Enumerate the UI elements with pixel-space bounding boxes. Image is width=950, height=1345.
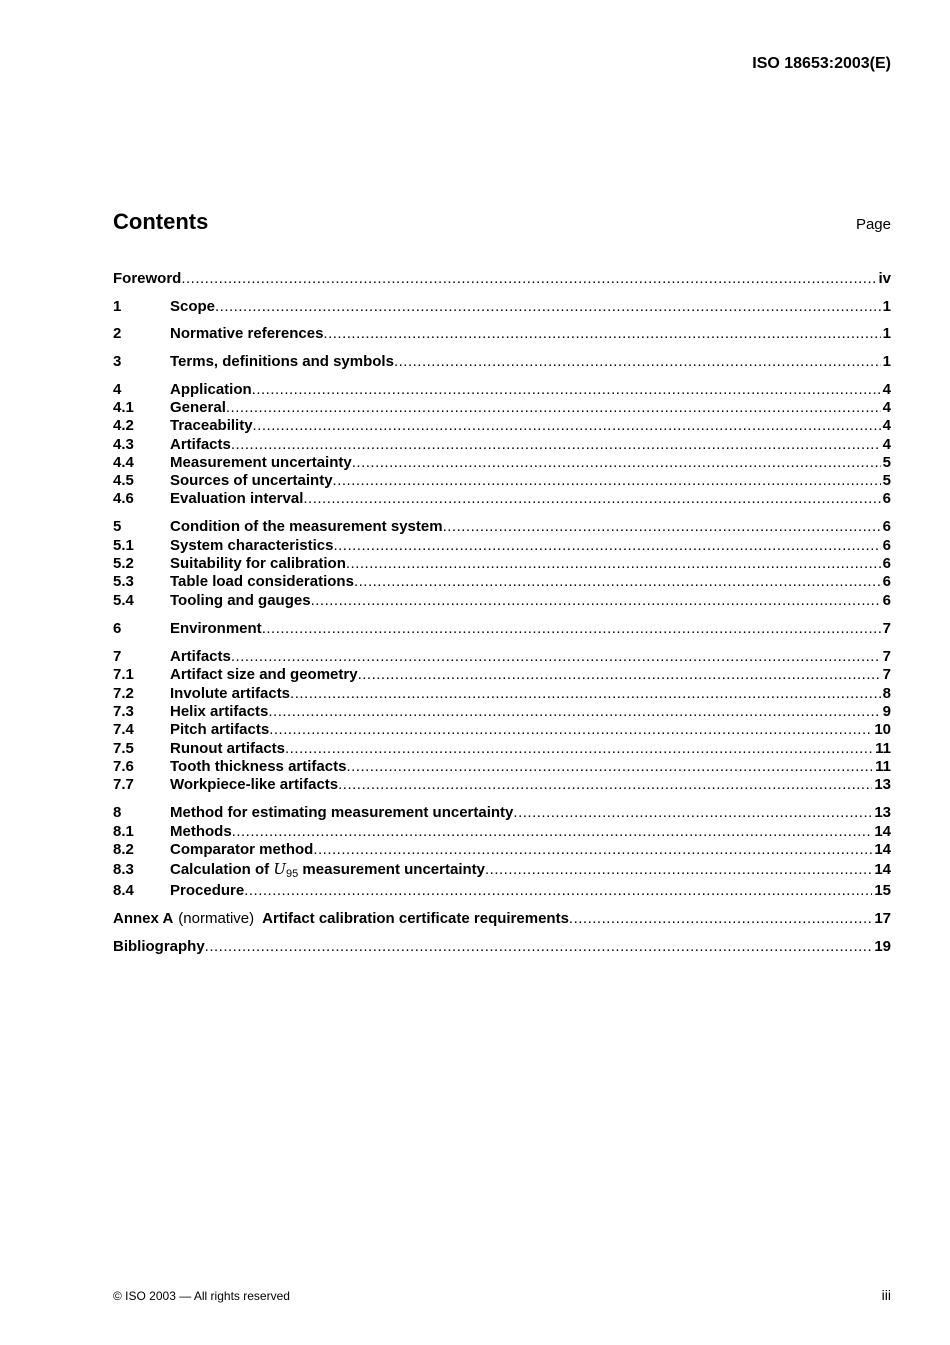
page-number: iii [881,1287,891,1303]
toc-entry-annex-label: Annex A [113,910,174,927]
toc-entry-number: 7.1 [113,666,134,683]
toc-entry[interactable] [113,325,891,343]
toc-leader-dots [569,910,872,928]
toc-leader-dots [215,298,881,316]
toc-entry[interactable] [113,353,891,371]
toc-entry-title: Traceability [170,417,253,434]
toc-leader-dots [231,648,881,666]
toc-entry[interactable] [113,399,891,417]
toc-entry-page: 6 [882,555,891,572]
toc-leader-dots [346,555,881,573]
toc-leader-dots [269,721,872,739]
toc-entry-number: 7.7 [113,776,134,793]
toc-entry-title: Application [170,381,252,398]
toc-entry-number: 7.4 [113,721,134,738]
toc-leader-dots [311,592,881,610]
toc-entry-title: Suitability for calibration [170,555,346,572]
toc-leader-dots [358,666,881,684]
toc-entry-page: 14 [874,861,891,878]
toc-leader-dots [303,490,880,508]
toc-entry-number: 4.3 [113,436,134,453]
toc-entry-page: 1 [882,325,891,342]
toc-entry-page: 7 [882,648,891,665]
toc-entry-title: Terms, definitions and symbols [170,353,394,370]
toc-entry[interactable] [113,841,891,859]
toc-entry-foreword[interactable] [113,270,891,288]
toc-entry[interactable] [113,454,891,472]
toc-entry-page: 14 [874,841,891,858]
toc-entry-page: 6 [882,518,891,535]
toc-entry-number: 7.3 [113,703,134,720]
toc-leader-dots [231,436,881,454]
toc-entry-title: Foreword [113,270,182,287]
toc-entry-title: Method for estimating measurement uncertainty [170,804,514,821]
document-code: ISO 18653:2003(E) [752,55,891,72]
toc-leader-dots [232,823,873,841]
toc-leader-dots [313,841,872,859]
toc-leader-dots [333,537,880,555]
toc-entry-page: 7 [882,620,891,637]
toc-entry-annex-a[interactable] [113,910,891,928]
toc-entry-page: 13 [874,804,891,821]
toc-entry-number: 7 [113,648,122,665]
toc-entry-title: Helix artifacts [170,703,269,720]
toc-entry-page: 1 [882,298,891,315]
toc-leader-dots [253,417,881,435]
table-of-contents [113,0,891,1000]
toc-entry-page: 5 [882,454,891,471]
toc-leader-dots [205,938,873,956]
toc-entry-number: 8.2 [113,841,134,858]
toc-entry-number: 4.2 [113,417,134,434]
toc-entry[interactable] [113,298,891,316]
toc-entry[interactable] [113,381,891,399]
toc-leader-dots [268,703,880,721]
toc-entry-page: 11 [875,758,891,775]
toc-entry-title: Artifacts [170,648,231,665]
toc-entry-title: Condition of the measurement system [170,518,443,535]
toc-entry[interactable] [113,417,891,435]
toc-entry-number: 1 [113,298,122,315]
toc-entry[interactable] [113,648,891,666]
toc-leader-dots [485,861,872,879]
toc-entry-page: 9 [882,703,891,720]
toc-entry-number: 7.2 [113,685,134,702]
toc-entry-title: Runout artifacts [170,740,286,757]
toc-entry-page: 15 [874,882,891,899]
toc-entry[interactable] [113,592,891,610]
toc-entry-page: 11 [875,740,891,757]
toc-entry-title: General [170,399,226,416]
toc-entry-number: 5.2 [113,555,134,572]
toc-entry-number: 4 [113,381,122,398]
toc-entry[interactable] [113,860,891,878]
toc-entry[interactable] [113,685,891,703]
toc-entry-number: 7.5 [113,740,134,757]
toc-entry-title [170,860,485,883]
toc-entry[interactable] [113,666,891,684]
toc-leader-dots [354,573,881,591]
toc-entry[interactable] [113,620,891,638]
toc-entry-page: 14 [874,823,891,840]
toc-entry-number: 5.1 [113,537,134,554]
toc-entry-title: Artifacts [170,436,231,453]
toc-leader-dots [181,270,876,288]
toc-leader-dots [244,882,872,900]
toc-entry-page: 13 [874,776,891,793]
toc-leader-dots [394,353,881,371]
toc-entry[interactable] [113,703,891,721]
toc-leader-dots [285,740,873,758]
toc-leader-dots [226,399,881,417]
toc-entry-page: 4 [882,381,891,398]
toc-entry-page: 19 [874,938,891,955]
toc-entry[interactable] [113,721,891,739]
toc-leader-dots [290,685,881,703]
toc-entry-title: Table load considerations [170,573,354,590]
contents-heading: Contents [113,209,209,234]
toc-entry-number: 8.3 [113,861,134,878]
toc-leader-dots [443,518,881,536]
toc-entry[interactable] [113,776,891,794]
toc-entry-page: 6 [882,490,891,507]
toc-entry-bibliography[interactable] [113,938,891,956]
toc-entry-page: 6 [882,537,891,554]
uncertainty-symbol-subscript: 95 [286,868,299,880]
toc-entry-number: 5 [113,518,122,535]
toc-entry-title: Involute artifacts [170,685,291,702]
toc-entry-title: Procedure [170,882,245,899]
toc-entry-number: 3 [113,353,122,370]
toc-leader-dots [252,381,881,399]
toc-entry-title: Normative references [170,325,324,342]
toc-entry-title: Artifact calibration certificate requirements [262,910,569,927]
toc-entry-number: 7.6 [113,758,134,775]
toc-entry[interactable] [113,882,891,900]
toc-entry[interactable] [113,804,891,822]
toc-leader-dots [333,472,881,490]
toc-entry-title-suffix: measurement uncertainty [298,861,485,878]
toc-entry-title: Comparator method [170,841,314,858]
toc-entry-annex-note: (normative) [178,910,255,927]
toc-entry[interactable] [113,573,891,591]
toc-leader-dots [323,325,880,343]
toc-entry-title: Pitch artifacts [170,721,270,738]
toc-entry-title: Environment [170,620,262,637]
toc-entry-page: 7 [882,666,891,683]
toc-entry-page: 4 [882,436,891,453]
toc-entry-title: System characteristics [170,537,334,554]
toc-entry[interactable] [113,490,891,508]
toc-leader-dots [262,620,881,638]
toc-entry[interactable] [113,740,891,758]
toc-entry-page: 17 [874,910,891,927]
page-column-label: Page [855,216,891,233]
toc-entry-page: 4 [882,399,891,416]
toc-entry-number: 5.3 [113,573,134,590]
toc-entry-title: Evaluation interval [170,490,304,507]
toc-entry-title: Scope [170,298,216,315]
uncertainty-symbol: U [273,860,286,878]
toc-entry-title: Artifact size and geometry [170,666,358,683]
toc-entry-page: 6 [882,592,891,609]
toc-entry-number: 2 [113,325,122,342]
toc-entry-title: Bibliography [113,938,205,955]
toc-entry-title-prefix: Calculation of [170,861,274,878]
toc-entry[interactable] [113,518,891,536]
toc-entry-number: 4.5 [113,472,134,489]
toc-leader-dots [346,758,873,776]
toc-entry-page: 5 [882,472,891,489]
toc-entry-number: 8 [113,804,122,821]
toc-entry-title: Tooth thickness artifacts [170,758,347,775]
toc-entry-title: Methods [170,823,232,840]
toc-entry-number: 8.4 [113,882,134,899]
toc-entry-page: 8 [882,685,891,702]
toc-entry-number: 6 [113,620,122,637]
toc-leader-dots [352,454,881,472]
toc-entry[interactable] [113,823,891,841]
toc-entry-number: 5.4 [113,592,134,609]
toc-entry-page: 1 [882,353,891,370]
toc-entry[interactable] [113,758,891,776]
toc-entry-page: 10 [874,721,891,738]
toc-entry-number: 4.6 [113,490,134,507]
toc-entry-page: 6 [882,573,891,590]
toc-entry-title: Sources of uncertainty [170,472,333,489]
toc-entry-page: iv [878,270,891,287]
toc-entry[interactable] [113,537,891,555]
toc-leader-dots [338,776,872,794]
copyright-notice: © ISO 2003 — All rights reserved [113,1289,290,1303]
toc-entry[interactable] [113,472,891,490]
toc-entry-title: Workpiece-like artifacts [170,776,339,793]
toc-entry-number: 4.4 [113,454,134,471]
toc-entry-title: Measurement uncertainty [170,454,352,471]
toc-entry-number: 8.1 [113,823,134,840]
toc-entry[interactable] [113,436,891,454]
toc-leader-dots [513,804,872,822]
toc-entry-number: 4.1 [113,399,134,416]
toc-entry-title: Tooling and gauges [170,592,311,609]
toc-entry[interactable] [113,555,891,573]
toc-entry-page: 4 [882,417,891,434]
